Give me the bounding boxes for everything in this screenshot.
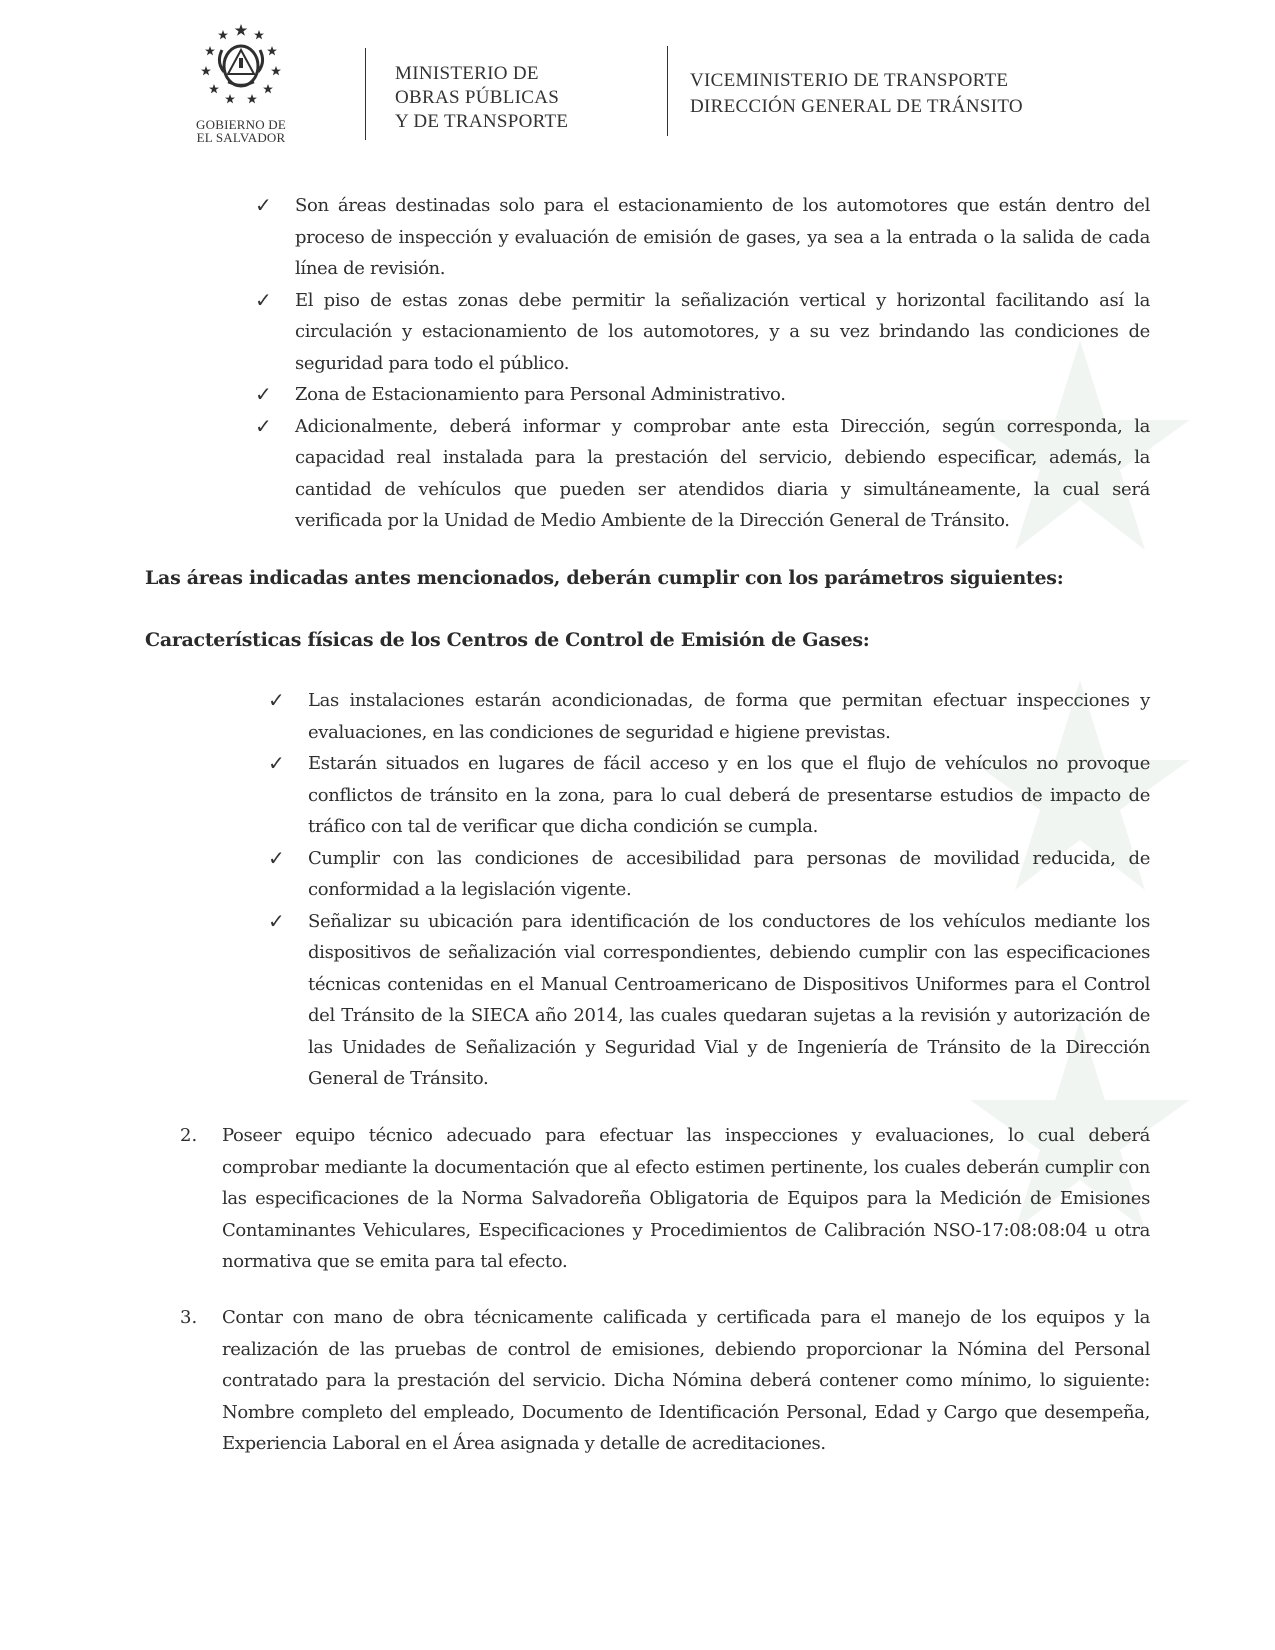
item-number: 2. — [180, 1125, 198, 1146]
list-item — [268, 843, 1150, 906]
numbered-item — [180, 1302, 1150, 1460]
checkmark-icon: ✓ — [268, 688, 285, 712]
checkmark-icon: ✓ — [255, 287, 272, 312]
ministry-line: OBRAS PÚBLICAS — [395, 87, 560, 108]
vice-ministry-line: VICEMINISTERIO DE TRANSPORTE — [690, 70, 1009, 91]
list-item-text: Son áreas destinadas solo para el estacionamiento de los automotores que están dentro del proceso de inspección y evaluación de emisión de gases, ya sea a la entrada o la salida de cada línea de revisión. — [295, 195, 1150, 279]
ministry-name — [395, 62, 568, 134]
checkmark-icon: ✓ — [255, 413, 272, 438]
checkmark-icon: ✓ — [268, 908, 285, 933]
ministry-line: MINISTERIO DE — [395, 63, 539, 84]
header-divider — [667, 46, 668, 136]
list-item-text: Cumplir con las condiciones de accesibilidad para personas de movilidad reducida, de conformidad a la legislación vigente. — [308, 847, 1150, 900]
list-item — [268, 748, 1150, 843]
vice-ministry-name — [690, 68, 1023, 120]
letterhead — [0, 0, 1275, 160]
list-item-text: Zona de Estacionamiento para Personal Administrativo. — [295, 384, 786, 405]
list-item-text: Estarán situados en lugares de fácil acceso y en los que el flujo de vehículos no provoque conflictos de tránsito en la zona, para lo cual deberá de presentarse estudios de impacto de tráfico con tal de verificar que dicha condición se cumpla. — [308, 753, 1150, 837]
parking-area-checklist — [255, 190, 1150, 537]
list-item — [255, 379, 1150, 411]
list-item — [255, 411, 1150, 537]
logo-text-line1: GOBIERNO DE — [196, 117, 286, 132]
list-item-text: Adicionalmente, deberá informar y comprobar ante esta Dirección, según corresponda, la capacidad real instalada para la prestación del servicio, debiendo especificar, además, la cantidad de vehículos que pueden ser atendidos diaria y simultáneamente, la cual será verificada por la Unidad de Medio Ambiente de la Dirección General de Tránsito. — [295, 415, 1150, 531]
numbered-item — [180, 1120, 1150, 1278]
list-item — [268, 906, 1150, 1095]
header-divider — [365, 48, 366, 140]
list-item-text: Señalizar su ubicación para identificación de los conductores de los vehículos mediante los dispositivos de señalización vial correspondientes, debiendo cumplir con las especificaciones técnicas contenidas en el Manual Centroamericano de Dispositivos Uniformes para el Control del Tránsito de la SIECA año 2014, las cuales quedaran sujetas a la revisión y autorización de las Unidades de Señalización y Seguridad Vial y de Ingeniería de Tránsito de la Dirección General de Tránsito. — [308, 910, 1150, 1089]
government-logo — [186, 22, 296, 144]
physical-characteristics-checklist — [268, 685, 1150, 1095]
list-item-text: El piso de estas zonas debe permitir la señalización vertical y horizontal facilitando así la circulación y estacionamiento de los automotores, y a su vez brindando las condiciones de seguridad para todo el público. — [295, 289, 1150, 374]
checkmark-icon: ✓ — [255, 193, 272, 217]
checkmark-icon: ✓ — [255, 382, 272, 406]
numbered-item-text: Poseer equipo técnico adecuado para efectuar las inspecciones y evaluaciones, lo cual deberá comprobar mediante la documentación que al efecto estimen pertinente, los cuales deberán cumplir con las especificaciones de la Norma Salvadoreña Obligatoria de Equipos para la Medición de Emisiones Contaminantes Vehiculares, Especificaciones y Procedimientos de Calibración NSO-17:08:08:04 u otra normativa que se emita para tal efecto. — [222, 1125, 1150, 1272]
checkmark-icon: ✓ — [268, 751, 285, 775]
section-heading: Las áreas indicadas antes mencionados, deberán cumplir con los parámetros siguientes: — [145, 567, 1064, 589]
item-number: 3. — [180, 1307, 198, 1328]
ministry-line: Y DE TRANSPORTE — [395, 111, 569, 132]
coat-of-arms-icon — [192, 22, 290, 118]
checkmark-icon: ✓ — [268, 845, 285, 870]
logo-text-line2: EL SALVADOR — [196, 130, 286, 145]
list-item — [255, 285, 1150, 380]
vice-ministry-line: DIRECCIÓN GENERAL DE TRÁNSITO — [690, 96, 1023, 117]
list-item-text: Las instalaciones estarán acondicionadas, de forma que permitan efectuar inspecciones y evaluaciones, en las condiciones de seguridad e higiene previstas. — [308, 690, 1150, 743]
list-item — [255, 190, 1150, 285]
section-heading: Características físicas de los Centros de Control de Emisión de Gases: — [145, 629, 870, 651]
list-item — [268, 685, 1150, 748]
numbered-item-text: Contar con mano de obra técnicamente calificada y certificada para el manejo de los equipos y la realización de las pruebas de control de emisiones, debiendo proporcionar la Nómina del Personal contratado para la prestación del servicio. Dicha Nómina deberá contener como mínimo, lo siguiente: Nombre completo del empleado, Documento de Identificación Personal, Edad y Cargo que desempeña, Experiencia Laboral en el Área asignada y detalle de acreditaciones. — [222, 1307, 1150, 1454]
